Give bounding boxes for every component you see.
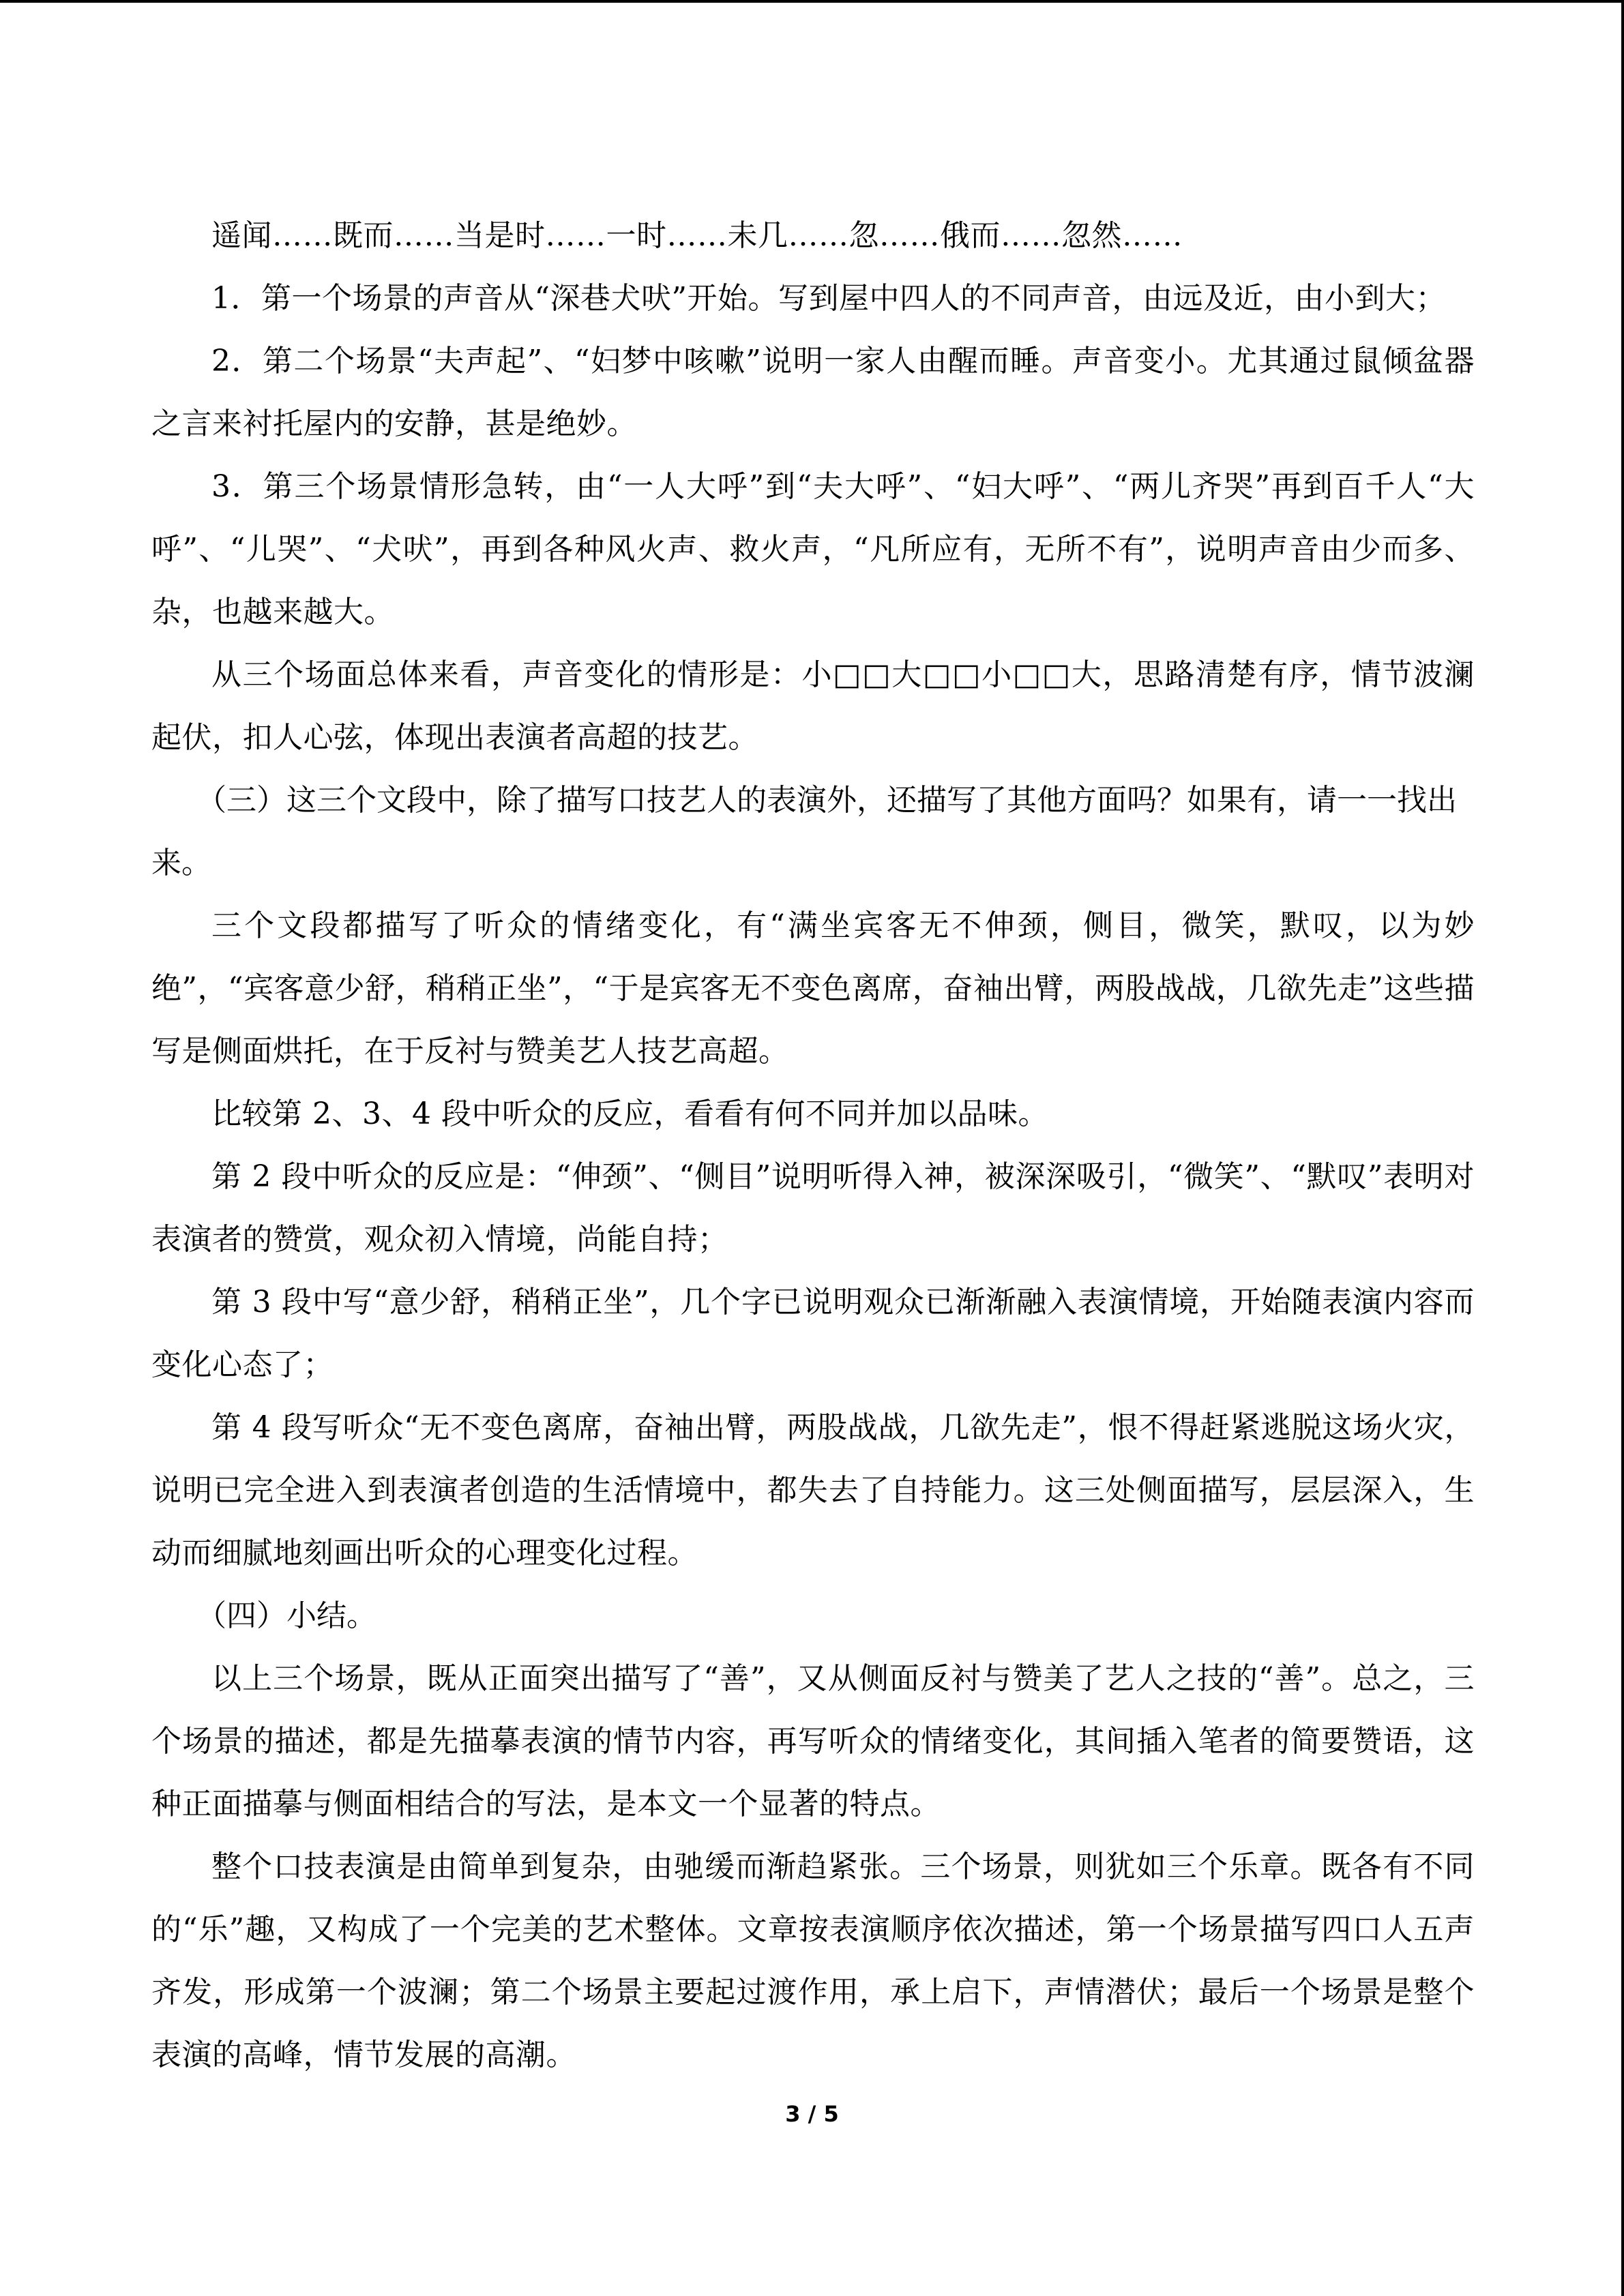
paragraph-connectives: 遥闻……既而……当是时……一时……未几……忽……俄而……忽然…… (211, 218, 1183, 253)
paragraph-audience-emotion: 三个文段都描写了听众的情绪变化，有“满坐宾客无不伸颈，侧目，微笑，默叹，以为妙绝”，“宾客意少舒，稍稍正坐”，“于是宾客无不变色离席，奋袖出臂，两股战战，几欲先走”这些描写是侧面烘托，在于反衬与赞美艺人技艺高超。 (151, 908, 1475, 1069)
page-number: 3 / 5 (785, 2101, 839, 2127)
paragraph-compare-prompt: 比较第 2、3、4 段中听众的反应，看看有何不同并加以品味。 (211, 1097, 1048, 1131)
page-right-border (1621, 0, 1624, 2296)
paragraph-scene-2: 2．第二个场景“夫声起”、“妇梦中咳嗽”说明一家人由醒而睡。声音变小。尤其通过鼠倾盆器之言来衬托屋内的安静，甚是绝妙。 (151, 344, 1475, 441)
paragraph-scene-1: 1．第一个场景的声音从“深巷犬吠”开始。写到屋中四人的不同声音，由远及近，由小到大； (211, 281, 1446, 316)
paragraph-section-2-reaction: 第 2 段中听众的反应是：“伸颈”、“侧目”说明听得入神，被深深吸引，“微笑”、“默叹”表明对表演者的赞赏，观众初入情境，尚能自持； (151, 1159, 1475, 1257)
paragraph-summary-1: 以上三个场景，既从正面突出描写了“善”，又从侧面反衬与赞美了艺人之技的“善”。总之，三个场景的描述，都是先描摹表演的情节内容，再写听众的情绪变化，其间插入笔者的简要赞语，这种正面描摹与侧面相结合的写法，是本文一个显著的特点。 (151, 1661, 1475, 1821)
paragraph-summary-2: 整个口技表演是由简单到复杂，由驰缓而渐趋紧张。三个场景，则犹如三个乐章。既各有不同的“乐”趣，又构成了一个完美的艺术整体。文章按表演顺序依次描述，第一个场景描写四口人五声齐发，形成第一个波澜；第二个场景主要起过渡作用，承上启下，声情潜伏；最后一个场景是整个表演的高峰，情节发展的高潮。 (151, 1849, 1475, 2072)
page-top-border (0, 0, 1624, 3)
paragraph-overall-sound: 从三个场面总体来看，声音变化的情形是：小□□大□□小□□大，思路清楚有序，情节波澜起伏，扣人心弦，体现出表演者高超的技艺。 (151, 657, 1475, 755)
paragraph-section-3-reaction: 第 3 段中写“意少舒，稍稍正坐”，几个字已说明观众已渐渐融入表演情境，开始随表演内容而变化心态了； (151, 1285, 1475, 1382)
paragraph-section-4-reaction: 第 4 段写听众“无不变色离席，奋袖出臂，两股战战，几欲先走”，恨不得赶紧逃脱这场火灾，说明已完全进入到表演者创造的生活情境中，都失去了自持能力。这三处侧面描写，层层深入，生动而细腻地刻画出听众的心理变化过程。 (151, 1410, 1475, 1570)
section-heading-4: （四）小结。 (196, 1598, 377, 1633)
section-heading-3: （三）这三个文段中，除了描写口技艺人的表演外，还描写了其他方面吗？如果有，请一一找出来。 (151, 783, 1457, 880)
paragraph-scene-3: 3．第三个场景情形急转，由“一人大呼”到“夫大呼”、“妇大呼”、“两儿齐哭”再到百千人“大呼”、“儿哭”、“犬吠”，再到各种风火声、救火声，“凡所应有，无所不有”，说明声音由少而多、杂，也越来越大。 (151, 469, 1475, 629)
document-body (151, 205, 1475, 2087)
